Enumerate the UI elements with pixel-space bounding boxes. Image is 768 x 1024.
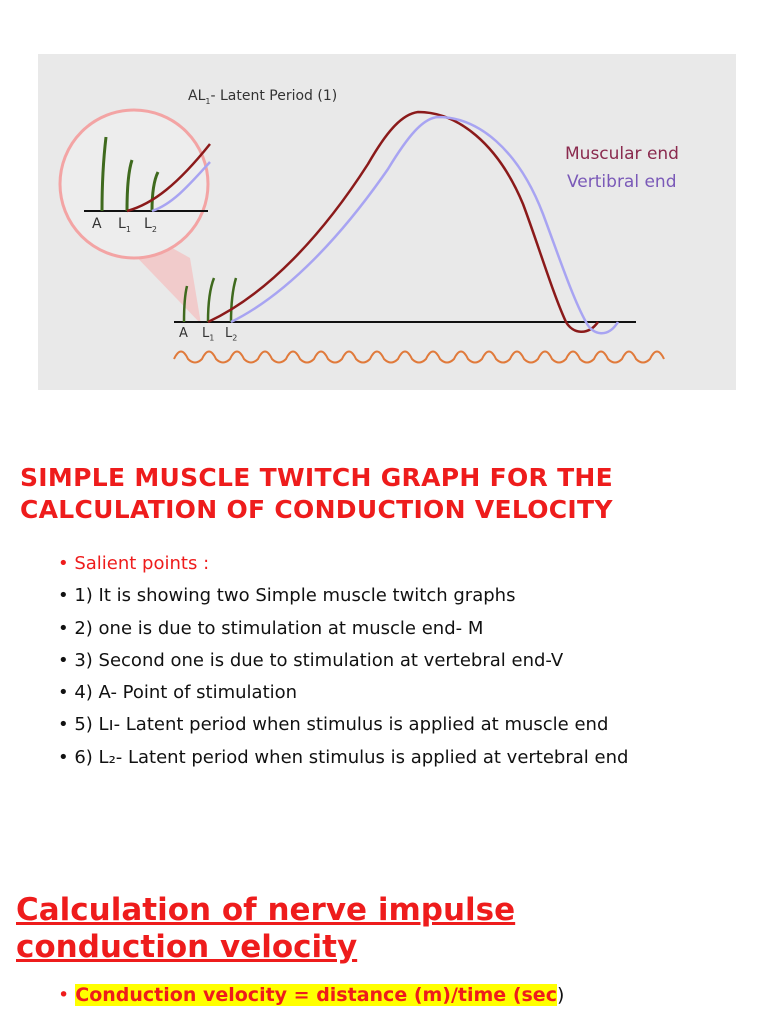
list-item: • 6) L₂- Latent period when stimulus is applied at vertebral end [58,746,629,768]
axis-label-a: A [179,326,188,341]
muscle-twitch-figure [38,54,736,390]
list-item: • 1) It is showing two Simple muscle twitch graphs [58,585,516,607]
latent-period-label: $AL_1-$ Latent Period (1) [188,88,338,106]
formula-line [58,980,564,1010]
list-item: • 5) Lı- Latent period when stimulus is applied at muscle end [58,714,609,736]
stimulus-mark-l2 [231,278,236,322]
slide-heading: SIMPLE MUSCLE TWITCH GRAPH FOR THE CALCULATION OF CONDUCTION VELOCITY [20,463,614,524]
magnifier-label-l1: $L_1$ [118,216,131,234]
stimulus-mark-l1 [208,278,214,322]
magnifier-label-l2: $L_2$ [144,216,157,234]
axis-label-l1: $L_1$ [202,326,215,343]
formula-bullet: • [58,984,70,1006]
calculation-heading: Calculation of nerve impulse conduction velocity [16,892,516,965]
salient-points-list [58,548,628,774]
magnifier-label-a: A [92,216,102,232]
vertebral-end-curve [231,117,618,333]
formula-text: Conduction velocity = distance (m)/time (sec [75,984,557,1006]
list-item: • Salient points : [58,553,210,574]
legend-vertebral-end: Vertibral end [567,172,677,192]
axis-label-l2: $L_2$ [225,326,238,343]
list-item: • 3) Second one is due to stimulation at vertebral end-V [58,649,564,671]
formula-close: ) [556,984,565,1006]
legend-muscular-end: Muscular end [565,144,679,164]
list-item: • 2) one is due to stimulation at muscle end- M [58,617,484,639]
list-item: • 4) A- Point of stimulation [58,682,298,704]
time-trace-wave [174,352,664,363]
magnifier-circle [60,110,208,258]
twitch-graph [38,54,736,390]
